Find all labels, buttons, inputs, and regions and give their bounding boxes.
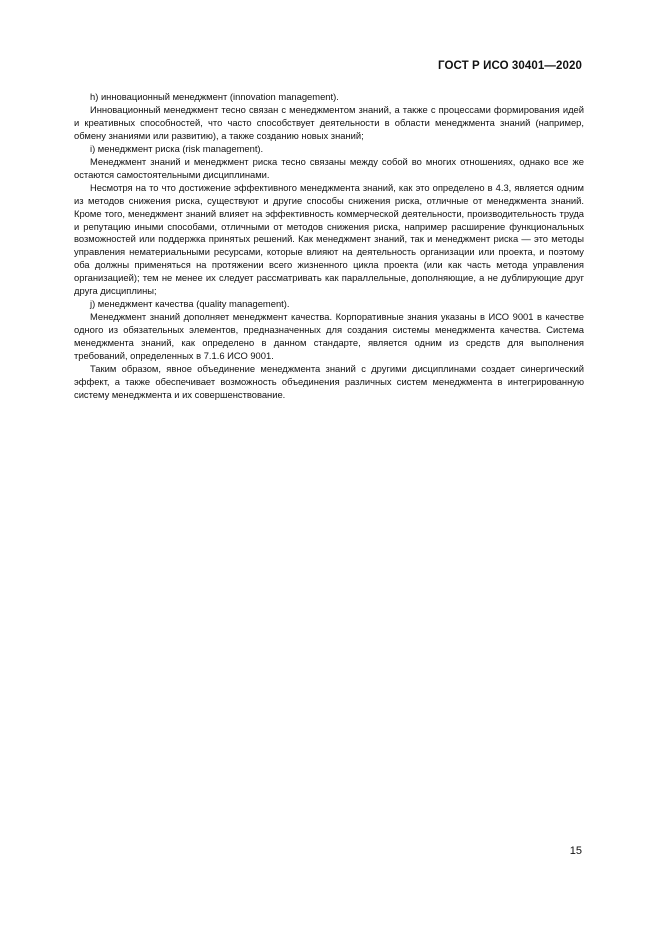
page-number: 15 — [569, 845, 582, 857]
paragraph: Несмотря на то что достижение эффективного менеджмента знаний, как это определено в 4.3, является одним из методов снижения риска, существуют и другие способы снижения риска, отличные от менеджмента знаний. Кроме того, менеджмент знаний влияет на эффективность коммерческой деятельности, производительность труда и репутацию иными способами, отличными от методов снижения риска, например расширение функциональных возможностей или поддержка принятых решений. Как менеджмент знаний, так и менеджмент риска — это методы управления нематериальными ресурсами, которые влияют на деятельность организации или проекта, и поэтому оба должны применяться на протяжении всего жизненного цикла проекта (или как часть метода управления организацией); тем не менее их следует рассматривать как параллельные, дополняющие, а не дублирующие друг друга дисциплины; — [74, 181, 584, 297]
list-item-j: j) менеджмент качества (quality management). — [90, 298, 290, 310]
paragraph: Таким образом, явное объединение менеджмента знаний с другими дисциплинами создает синергический эффект, а также обеспечивает возможность объединения различных систем менеджмента в интегрированную систему менеджмента и их совершенствование. — [74, 363, 584, 400]
document-header — [438, 60, 582, 72]
standard-designation: ГОСТ Р ИСО 30401—2020 — [437, 60, 582, 72]
paragraph: Менеджмент знаний и менеджмент риска тесно связаны между собой во многих отношениях, однако все же остаются самостоятельными дисциплинами. — [74, 155, 584, 180]
list-item-i: i) менеджмент риска (risk management). — [90, 142, 264, 154]
paragraph: Менеджмент знаний дополняет менеджмент качества. Корпоративные знания указаны в ИСО 9001 в качестве одного из обязательных элементов, предназначенных для создания системы менеджмента качества. Система менеджмента знаний, как определено в данном стандарте, является одним из средств для выполнения требований, определенных в 7.1.6 ИСО 9001. — [74, 311, 584, 362]
document-body — [74, 91, 584, 402]
paragraph: Инновационный менеджмент тесно связан с менеджментом знаний, а также с процессами формирования идей и креативных способностей, что часто способствует деятельности в области менеджмента знаний (например, обмену знаниями или развитию), а также созданию новых знаний; — [74, 103, 584, 141]
list-item-h: h) инновационный менеджмент (innovation management). — [90, 91, 339, 102]
